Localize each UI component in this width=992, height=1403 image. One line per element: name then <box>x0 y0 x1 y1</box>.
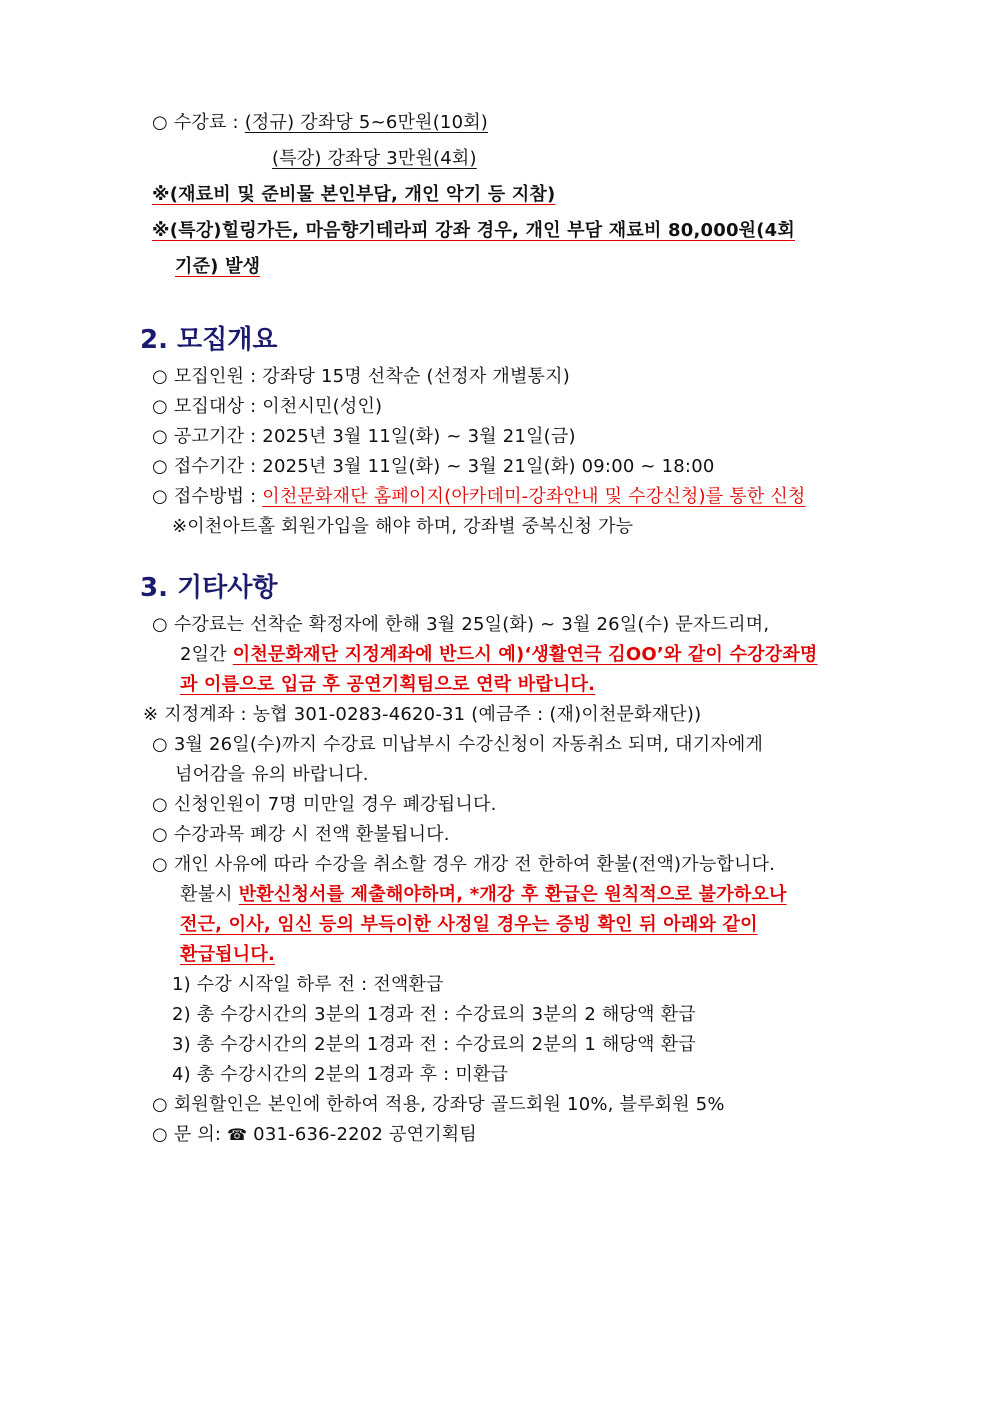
refund-line-2 <box>180 880 787 910</box>
contact-prefix: ○ 문 의: <box>152 1124 228 1145</box>
closure-minimum: ○ 신청인원이 7명 미만일 경우 폐강됩니다. <box>152 794 497 815</box>
fee-note-special-2 <box>175 252 260 282</box>
cancel-line-2: 넘어감을 유의 바랍니다. <box>175 764 369 785</box>
fee-bullet: ○ <box>152 112 168 133</box>
fee-line <box>152 108 488 138</box>
refund-line-4-red: 환급됩니다. <box>180 944 275 965</box>
member-discount: ○ 회원할인은 본인에 한하여 적용, 강좌당 골드회원 10%, 블루회원 5% <box>152 1094 725 1115</box>
fee-special-line <box>272 144 477 174</box>
section3-heading: 3. 기타사항 <box>140 573 278 603</box>
fee-note-materials <box>152 180 555 210</box>
fee-special: (특강) 강좌당 3만원(4회) <box>272 148 477 169</box>
refund-line-2-prefix: 환불시 <box>180 884 239 905</box>
payment-line-1: ○ 수강료는 선착순 확정자에 한해 3월 25일(화) ~ 3월 26일(수) 문자드리며, <box>152 614 770 635</box>
contact-value: 031-636-2202 공연기획팀 <box>247 1124 477 1145</box>
application-method <box>152 482 806 512</box>
application-note: ※이천아트홀 회원가입을 해야 하며, 강좌별 중복신청 가능 <box>172 516 634 537</box>
telephone-icon: ☎ <box>227 1125 248 1144</box>
refund-line-2-red: 반환신청서를 제출해야하며, *개강 후 환급은 원칙적으로 불가하오나 <box>238 884 787 905</box>
closure-refund: ○ 수강과목 폐강 시 전액 환불됩니다. <box>152 824 450 845</box>
fee-label: 수강료 : <box>173 112 245 133</box>
refund-line-4 <box>180 940 275 970</box>
notice-period: ○ 공고기간 : 2025년 3월 11일(화) ~ 3월 21일(금) <box>152 426 576 447</box>
fee-note-special-text-1: ※(특강)힐링가든, 마음향기테라피 강좌 경우, 개인 부담 재료비 80,000원(4회 <box>152 220 795 241</box>
payment-line-2 <box>180 640 818 670</box>
fee-note-special-1 <box>152 216 795 246</box>
refund-rule-3: 3) 총 수강시간의 2분의 1경과 전 : 수강료의 2분의 1 해당액 환급 <box>172 1034 696 1055</box>
refund-line-3 <box>180 910 758 940</box>
contact-line <box>152 1120 477 1150</box>
application-method-label: ○ 접수방법 : <box>152 486 263 507</box>
account-info: ※ 지정계좌 : 농협 301-0283-4620-31 (예금주 : (재)이천문화재단)) <box>143 704 702 725</box>
refund-line-3-red: 전근, 이사, 임신 등의 부득이한 사정일 경우는 증빙 확인 뒤 아래와 같이 <box>180 914 758 935</box>
refund-rule-2: 2) 총 수강시간의 3분의 1경과 전 : 수강료의 3분의 2 해당액 환급 <box>172 1004 696 1025</box>
refund-rule-4: 4) 총 수강시간의 2분의 1경과 후 : 미환급 <box>172 1064 509 1085</box>
fee-note-materials-text: ※(재료비 및 준비물 본인부담, 개인 악기 등 지참) <box>152 184 556 205</box>
payment-line-3-red: 과 이름으로 입금 후 공연기획팀으로 연락 바랍니다. <box>180 674 596 695</box>
payment-line-3 <box>180 670 595 700</box>
payment-line-2-red: 이천문화재단 지정계좌에 반드시 예)‘생활연극 김OO’와 같이 수강강좌명 <box>232 644 818 665</box>
application-period: ○ 접수기간 : 2025년 3월 11일(화) ~ 3월 21일(화) 09:00 ~ 18:00 <box>152 456 715 477</box>
fee-regular: (정규) 강좌당 5~6만원(10회) <box>244 112 489 133</box>
fee-note-special-text-2: 기준) 발생 <box>175 256 261 277</box>
payment-line-2-prefix: 2일간 <box>180 644 233 665</box>
cancel-line-1: ○ 3월 26일(수)까지 수강료 미납부시 수강신청이 자동취소 되며, 대기자에게 <box>152 734 764 755</box>
recruit-count: ○ 모집인원 : 강좌당 15명 선착순 (선정자 개별통지) <box>152 366 570 387</box>
section2-heading: 2. 모집개요 <box>140 325 278 355</box>
application-method-link[interactable]: 이천문화재단 홈페이지(아카데미-강좌안내 및 수강신청)를 통한 신청 <box>262 486 806 507</box>
recruit-target: ○ 모집대상 : 이천시민(성인) <box>152 396 383 417</box>
refund-rule-1: 1) 수강 시작일 하루 전 : 전액환급 <box>172 974 444 995</box>
refund-line-1: ○ 개인 사유에 따라 수강을 취소할 경우 개강 전 한하여 환불(전액)가능합니다. <box>152 854 776 875</box>
